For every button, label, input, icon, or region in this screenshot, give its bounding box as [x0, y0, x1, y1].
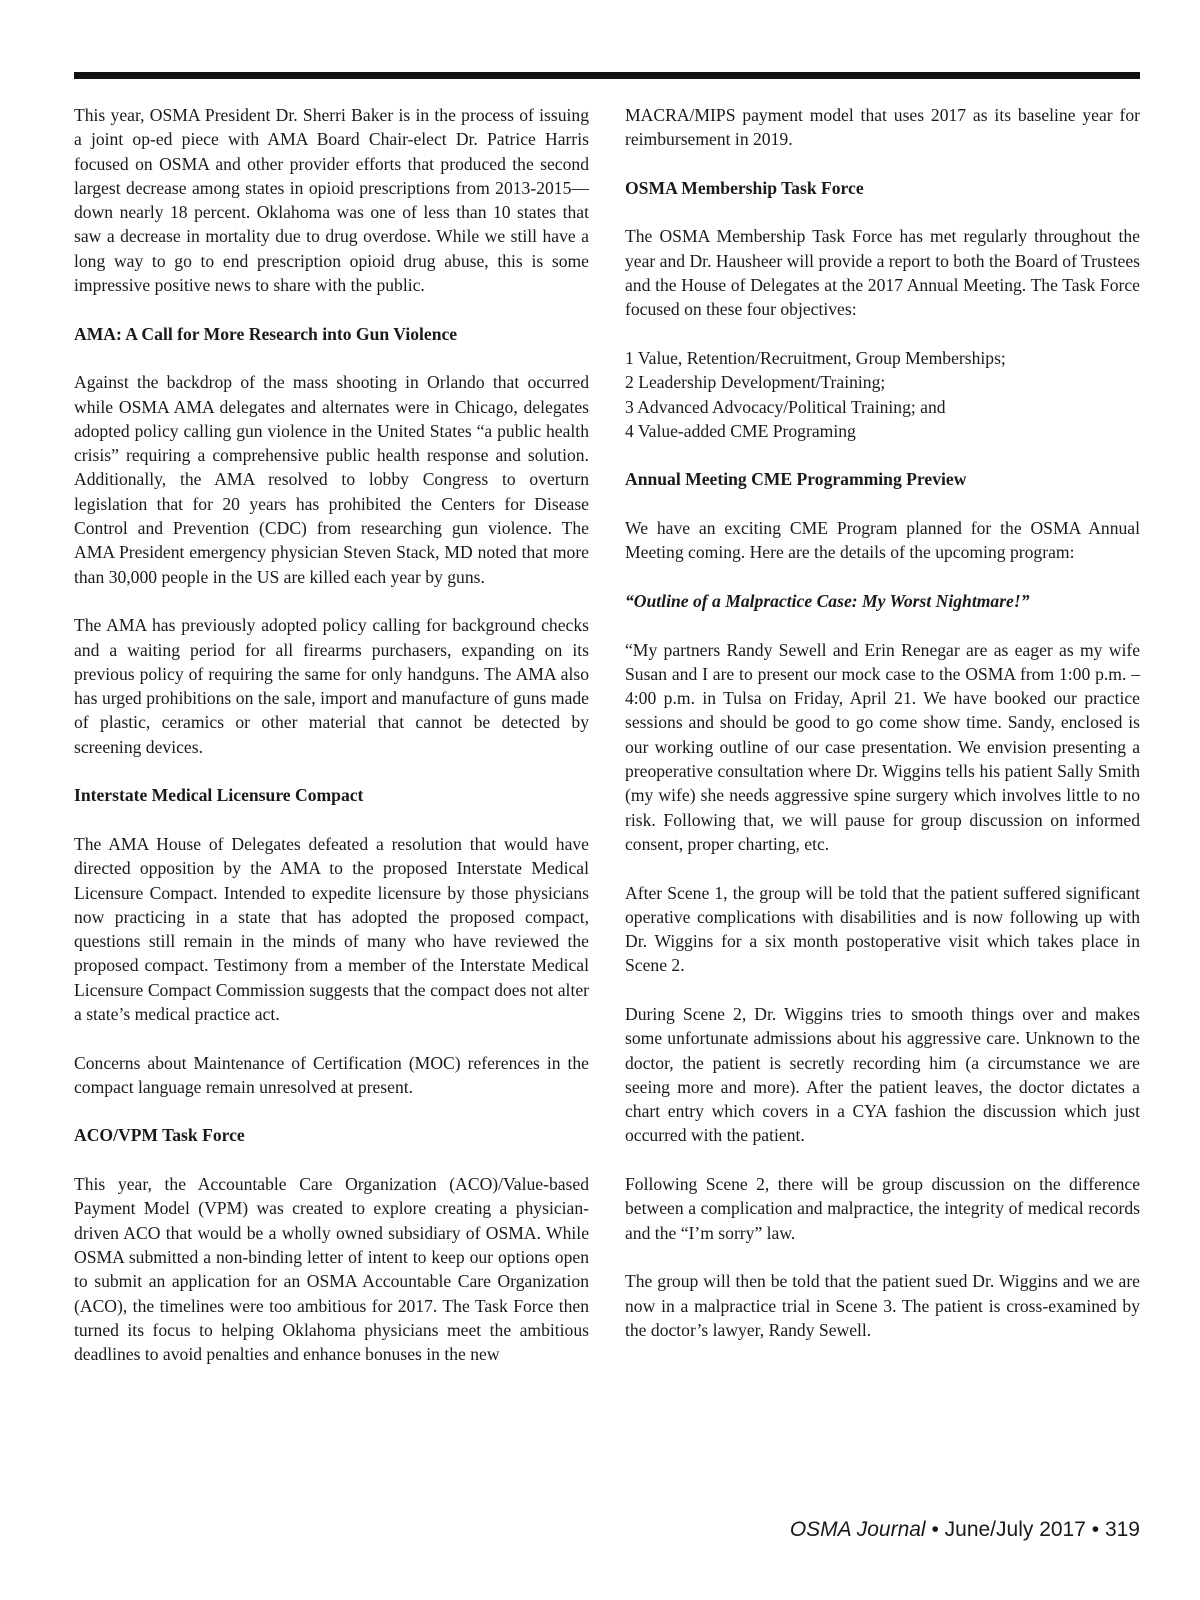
paragraph-macra: MACRA/MIPS payment model that uses 2017 as its baseline year for reimbursement in 2019. [625, 105, 1140, 150]
footer-page-number: 319 [1104, 1518, 1140, 1541]
footer-separator: • [925, 1518, 945, 1541]
right-column [625, 103, 1140, 1342]
page-footer [790, 1518, 1140, 1542]
left-column [74, 103, 589, 1366]
paragraph-opioid-op-ed: This year, OSMA President Dr. Sherri Baker is in the process of issuing a joint op-ed piece with AMA Board Chair-elect Dr. Patrice Harris focused on OSMA and other provider efforts that produced the second largest decrease among states in opioid prescriptions from 2013-2015—down nearly 18 percent. Oklahoma was one of less than 10 states that saw a decrease in mortality due to drug overdose. While we still have a long way to go to end prescription opioid drug abuse, this is some impressive positive news to share with the public. [74, 105, 589, 296]
objectives-list [625, 346, 1140, 443]
top-rule [74, 72, 1140, 79]
paragraph-aco-vpm: This year, the Accountable Care Organization (ACO)/Value-based Payment Model (VPM) was created to explore creating a physician-driven ACO that would be a wholly owned subsidiary of OSMA. While OSMA submitted a non-binding letter of intent to keep our options open to submit an application for an OSMA Accountable Care Organization (ACO), the timelines were too ambitious for 2017. The Task Force then turned its focus to helping Oklahoma physicians meet the ambitious deadlines to avoid penalties and enhance bonuses in the new [74, 1174, 589, 1365]
heading-cme-preview: Annual Meeting CME Programming Preview [625, 469, 967, 490]
paragraph-following-scene-2: Following Scene 2, there will be group discussion on the difference between a complication and malpractice, the integrity of medical records and the “I’m sorry” law. [625, 1174, 1140, 1243]
heading-aco-vpm: ACO/VPM Task Force [74, 1125, 245, 1146]
heading-membership-task-force: OSMA Membership Task Force [625, 177, 864, 198]
list-item: 1 Value, Retention/Recruitment, Group Memberships; [625, 347, 1006, 368]
list-item: 2 Leadership Development/Training; [625, 372, 886, 393]
heading-licensure-compact: Interstate Medical Licensure Compact [74, 785, 364, 806]
paragraph-licensure-compact-1: The AMA House of Delegates defeated a resolution that would have directed opposition by the AMA to the proposed Interstate Medical Licensure Compact. Intended to expedite licensure by those physicians now practicing in a state that has adopted the proposed compact, questions still remain in the minds of many who have reviewed the proposed compact. Testimony from a member of the Interstate Medical Licensure Compact Commission suggests that the compact does not alter a state’s medical practice act. [74, 833, 589, 1024]
paragraph-scene-2: During Scene 2, Dr. Wiggins tries to smooth things over and makes some unfortunate admissions about his aggressive care. Unknown to the doctor, the patient is secretly recording him (a circumstance we are seeing more and more). After the patient leaves, the doctor dictates a chart entry which covers in a CYA fashion the discussion which just occurred with the patient. [625, 1003, 1140, 1146]
paragraph-scene-3: The group will then be told that the patient sued Dr. Wiggins and we are now in a malpractice trial in Scene 3. The patient is cross-examined by the doctor’s lawyer, Randy Sewell. [625, 1271, 1140, 1340]
list-item: 4 Value-added CME Programing [625, 420, 856, 441]
paragraph-gun-violence-2: The AMA has previously adopted policy calling for background checks and a waiting period for all firearms purchasers, expanding on its previous policy of requiring the same for only handguns. The AMA also has urged prohibitions on the sale, import and manufacture of guns made of plastic, ceramics or other material that cannot be detected by screening devices. [74, 615, 589, 757]
footer-issue: June/July 2017 [944, 1518, 1086, 1541]
paragraph-scene-1: After Scene 1, the group will be told that the patient suffered significant operative complications with disabilities and is now following up with Dr. Wiggins for a six month postoperative visit which takes place in Scene 2. [625, 882, 1140, 976]
footer-separator: • [1085, 1518, 1105, 1541]
paragraph-membership: The OSMA Membership Task Force has met regularly throughout the year and Dr. Hausheer will provide a report to both the Board of Trustees and the House of Delegates at the 2017 Annual Meeting. The Task Force focused on these four objectives: [625, 226, 1140, 320]
list-item: 3 Advanced Advocacy/Political Training; and [625, 396, 946, 417]
paragraph-quote: “My partners Randy Sewell and Erin Renegar are as eager as my wife Susan and I are to present our mock case to the OSMA from 1:00 p.m. – 4:00 p.m. in Tulsa on Friday, April 21. We have booked our practice sessions and should be good to go come show time. Sandy, enclosed is our working outline of our case presentation. We envision presenting a preoperative consultation where Dr. Wiggins tells his patient Sally Smith (my wife) she needs aggressive spine surgery which involves little to no risk. Following that, we will pause for group discussion on informed consent, proper charting, etc. [625, 639, 1140, 854]
paragraph-gun-violence-1: Against the backdrop of the mass shooting in Orlando that occurred while OSMA AMA delegates and alternates were in Chicago, delegates adopted policy calling gun violence in the United States “a public health crisis” requiring a comprehensive public health response and solution. Additionally, the AMA resolved to lobby Congress to overturn legislation that for 20 years has prohibited the Centers for Disease Control and Prevention (CDC) from researching gun violence. The AMA President emergency physician Steven Stack, MD noted that more than 30,000 people in the US are killed each year by guns. [74, 372, 589, 587]
footer-journal-name: OSMA Journal [789, 1518, 926, 1541]
paragraph-cme: We have an exciting CME Program planned for the OSMA Annual Meeting coming. Here are the details of the upcoming program: [625, 518, 1140, 563]
paragraph-licensure-compact-2: Concerns about Maintenance of Certification (MOC) references in the compact language remain unresolved at present. [74, 1052, 589, 1097]
heading-gun-violence: AMA: A Call for More Research into Gun Violence [74, 323, 458, 344]
heading-program-title: “Outline of a Malpractice Case: My Worst Nightmare!” [625, 590, 1030, 611]
